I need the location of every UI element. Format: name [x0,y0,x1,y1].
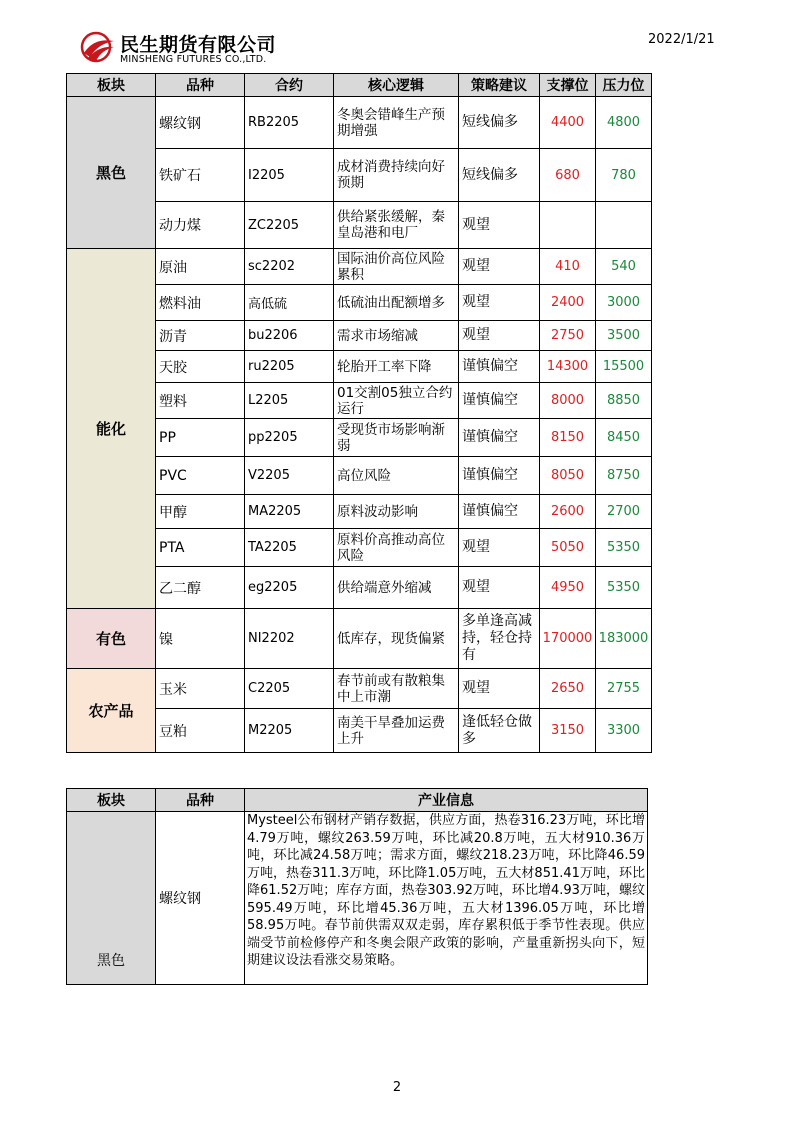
support-cell: 8000 [540,383,596,419]
contract-cell: 高低硫 [245,285,334,321]
contract-cell: eg2205 [245,567,334,609]
strategy-cell: 谨慎偏空 [459,419,540,457]
resistance-cell: 2700 [596,495,652,529]
product-cell: PP [156,419,245,457]
product-cell: 螺纹钢 [156,812,245,985]
resistance-cell: 8850 [596,383,652,419]
sector-cell-nonferrous: 有色 [67,609,156,669]
contract-cell: bu2206 [245,321,334,351]
contract-cell: ZC2205 [245,202,334,249]
strategy-cell: 短线偏多 [459,97,540,149]
logic-cell: 低硫油出配额增多 [334,285,459,321]
product-cell: PTA [156,529,245,567]
contract-cell: L2205 [245,383,334,419]
contract-cell: M2205 [245,709,334,753]
strategy-cell: 谨慎偏空 [459,457,540,495]
contract-cell: pp2205 [245,419,334,457]
support-cell: 14300 [540,351,596,383]
strategy-cell: 观望 [459,249,540,285]
support-cell: 2650 [540,669,596,709]
support-cell: 410 [540,249,596,285]
support-cell: 170000 [540,609,596,669]
strategy-cell: 观望 [459,567,540,609]
company-logo [80,27,320,67]
product-cell: 乙二醇 [156,567,245,609]
product-cell: 玉米 [156,669,245,709]
sector-cell-energy-chem: 能化 [67,249,156,609]
sector-cell-black: 黑色 [67,97,156,249]
logic-cell: 低库存，现货偏紧 [334,609,459,669]
product-cell: 塑料 [156,383,245,419]
product-cell: 沥青 [156,321,245,351]
col-header-industry-info: 产业信息 [245,789,648,812]
logic-cell: 原料波动影响 [334,495,459,529]
industry-info-cell [245,812,648,985]
product-cell: 镍 [156,609,245,669]
col-header-product: 品种 [156,74,245,97]
report-date: 2022/1/21 [648,32,715,47]
logic-cell: 春节前或有散粮集中上市潮 [334,669,459,709]
strategy-cell: 观望 [459,202,540,249]
col-header-sector: 板块 [67,74,156,97]
resistance-cell: 183000 [596,609,652,669]
contract-cell: V2205 [245,457,334,495]
company-name-cn: 民生期货有限公司 [120,34,277,56]
logic-cell: 01交割05独立合约运行 [334,383,459,419]
resistance-cell: 2755 [596,669,652,709]
logic-cell: 国际油价高位风险累积 [334,249,459,285]
strategy-table-header [67,74,652,97]
strategy-cell: 谨慎偏空 [459,351,540,383]
resistance-cell: 780 [596,149,652,202]
logic-cell: 成材消费持续向好预期 [334,149,459,202]
strategy-cell: 观望 [459,285,540,321]
col-header-support: 支撑位 [540,74,596,97]
contract-cell: RB2205 [245,97,334,149]
logic-cell: 供给紧张缓解，秦皇岛港和电厂 [334,202,459,249]
support-cell: 8050 [540,457,596,495]
logic-cell: 轮胎开工率下降 [334,351,459,383]
support-cell [540,202,596,249]
strategy-cell: 多单逢高减持，轻仓持有 [459,609,540,669]
strategy-cell: 谨慎偏空 [459,495,540,529]
support-cell: 8150 [540,419,596,457]
support-cell: 2750 [540,321,596,351]
product-cell: 天胶 [156,351,245,383]
logic-cell: 需求市场缩减 [334,321,459,351]
col-header-sector: 板块 [67,789,156,812]
logic-cell: 供给端意外缩减 [334,567,459,609]
industry-info-table [66,788,648,985]
resistance-cell [596,202,652,249]
col-header-resistance: 压力位 [596,74,652,97]
product-cell: 铁矿石 [156,149,245,202]
strategy-cell: 逢低轻仓做多 [459,709,540,753]
company-name-en: MINSHENG FUTURES CO.,LTD. [120,54,267,65]
support-cell: 5050 [540,529,596,567]
product-cell: 螺纹钢 [156,97,245,149]
resistance-cell: 3500 [596,321,652,351]
support-cell: 3150 [540,709,596,753]
table-row [67,249,652,285]
product-cell: 原油 [156,249,245,285]
col-header-core-logic: 核心逻辑 [334,74,459,97]
support-cell: 2400 [540,285,596,321]
col-header-contract: 合约 [245,74,334,97]
resistance-cell: 3300 [596,709,652,753]
support-cell: 2600 [540,495,596,529]
contract-cell: NI2202 [245,609,334,669]
resistance-cell: 8450 [596,419,652,457]
contract-cell: ru2205 [245,351,334,383]
strategy-cell: 观望 [459,669,540,709]
contract-cell: MA2205 [245,495,334,529]
product-cell: 豆粕 [156,709,245,753]
logic-cell: 高位风险 [334,457,459,495]
logic-cell: 冬奥会错峰生产预期增强 [334,97,459,149]
logo-mark-icon [80,31,116,63]
product-cell: 甲醇 [156,495,245,529]
sector-cell-agri: 农产品 [67,669,156,753]
resistance-cell: 8750 [596,457,652,495]
resistance-cell: 15500 [596,351,652,383]
product-cell: PVC [156,457,245,495]
strategy-cell: 谨慎偏空 [459,383,540,419]
industry-info-header [67,789,648,812]
contract-cell: TA2205 [245,529,334,567]
col-header-strategy: 策略建议 [459,74,540,97]
resistance-cell: 5350 [596,529,652,567]
col-header-product: 品种 [156,789,245,812]
resistance-cell: 5350 [596,567,652,609]
table-row [67,669,652,709]
logic-cell: 南美干旱叠加运费上升 [334,709,459,753]
page-number: 2 [392,1080,402,1095]
contract-cell: I2205 [245,149,334,202]
logic-cell: 受现货市场影响渐弱 [334,419,459,457]
strategy-cell: 短线偏多 [459,149,540,202]
table-row [67,97,652,149]
strategy-cell: 观望 [459,321,540,351]
support-cell: 4400 [540,97,596,149]
sector-cell-black: 黑色 [67,812,156,985]
resistance-cell: 3000 [596,285,652,321]
contract-cell: sc2202 [245,249,334,285]
strategy-table [66,73,652,753]
resistance-cell: 4800 [596,97,652,149]
logic-cell: 原料价高推动高位风险 [334,529,459,567]
product-cell: 燃料油 [156,285,245,321]
resistance-cell: 540 [596,249,652,285]
table-row [67,609,652,669]
table-row [67,812,648,985]
support-cell: 680 [540,149,596,202]
product-cell: 动力煤 [156,202,245,249]
strategy-cell: 观望 [459,529,540,567]
contract-cell: C2205 [245,669,334,709]
industry-info-text: Mysteel公布钢材产销存数据，供应方面，热卷316.23万吨，环比增4.79万吨，螺纹263.59万吨，环比减20.8万吨，五大材910.36万吨，环比减24.58万吨；需求方面，螺纹218.23万吨，环比降46.59万吨，热卷311.3万吨，环比降1.05万吨，五大材851.41万吨，环比降61.52万吨；库存方面，热卷303.92万吨，环比增4.93万吨，螺纹595.49万吨，环比增45.36万吨，五大材1396.05万吨，环比增58.95万吨。春节前供需双双走弱，库存累积低于季节性表现。供应端受节前检修停产和冬奥会限产政策的影响，产量重新拐头向下，短期建议设法看涨交易策略。 [247,813,645,968]
support-cell: 4950 [540,567,596,609]
